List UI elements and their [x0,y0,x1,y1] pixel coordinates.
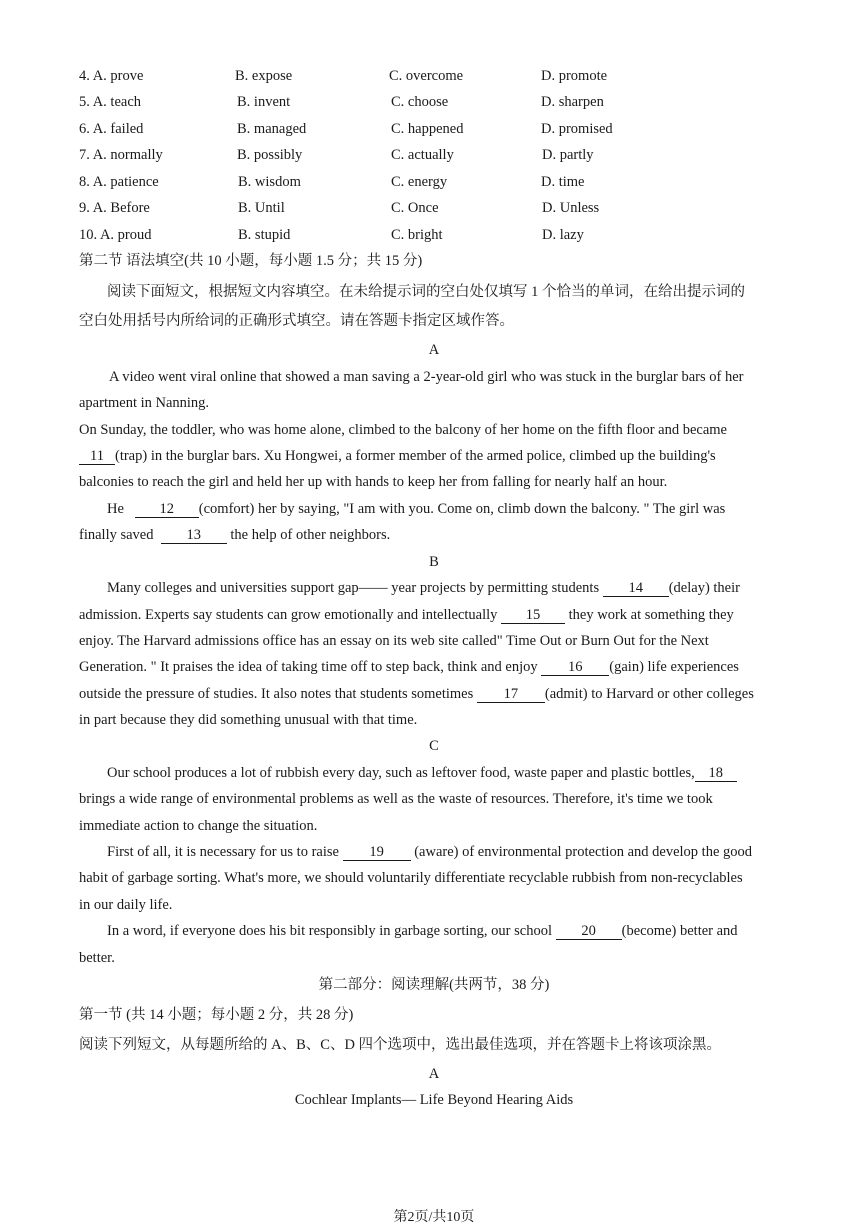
choice-c: C. happened [391,121,464,137]
passage-line [107,842,752,862]
blank-17[interactable]: 17 [477,686,545,703]
passage-line [79,525,390,545]
instructions: 阅读下列短文，从每题所给的 A、B、C、D 四个选项中，选出最佳选项，并在答题卡上将该项涂黑。 [79,1037,722,1053]
passage-line [79,605,734,625]
passage-line: balconies to reach the girl and held her up with hands to keep her from falling for nearly half an hour. [79,474,668,490]
passage-label: A [428,1066,440,1082]
text: (delay) their [668,580,740,596]
choice-b: B. possibly [237,147,303,163]
choice-d: D. sharpen [541,94,604,110]
section-heading: 第一节 (共 14 小题；每小题 2 分，共 28 分) [79,1007,354,1023]
text: (trap) in the burglar bars. Xu Hongwei, a former member of the armed police, climbed up the building's [115,448,716,464]
choice-c: C. choose [391,94,449,110]
article-title: Cochlear Implants— Life Beyond Hearing Aids [294,1092,574,1108]
passage-line [107,763,737,783]
passage-line: apartment in Nanning. [79,395,210,411]
choice-a: 6. A. failed [79,121,144,137]
passage-label: B [429,554,439,570]
text: finally saved [79,527,154,543]
blank-14[interactable]: 14 [603,580,669,597]
passage-line [107,499,725,519]
choice-a: 8. A. patience [79,174,159,190]
passage-label: C [429,738,439,754]
choice-b: B. expose [235,68,293,84]
passage-line: On Sunday, the toddler, who was home alone, climbed to the balcony of her home on the fifth floor and became [79,422,727,438]
choice-a: 10. A. proud [79,227,152,243]
choice-d: D. time [541,174,585,190]
text: admission. Experts say students can grow emotionally and intellectually [79,607,498,623]
blank-20[interactable]: 20 [556,923,622,940]
text: outside the pressure of studies. It also notes that students sometimes [79,686,474,702]
blank-19[interactable]: 19 [343,844,411,861]
text: (admit) to Harvard or other colleges [544,686,754,702]
choice-c: C. actually [391,147,454,163]
passage-line: enjoy. The Harvard admissions office has an essay on its web site called" Time Out or Burn Out for the Next [79,633,709,649]
choice-b: B. stupid [238,227,291,243]
choice-b: B. managed [237,121,307,137]
text: He [107,501,124,517]
choice-c: C. energy [391,174,448,190]
choice-a: 5. A. teach [79,94,142,110]
passage-line: habit of garbage sorting. What's more, we should voluntarily differentiate recyclable rubbish from non-recyclables [79,870,743,886]
passage-line [107,921,738,941]
text: they work at something they [568,607,734,623]
instructions: 阅读下面短文，根据短文内容填空。在未给提示词的空白处仅填写 1 个恰当的单词，在给出提示词的 [107,284,745,300]
passage-line [107,578,740,598]
text: In a word, if everyone does his bit responsibly in garbage sorting, our school [107,923,552,939]
choice-b: B. wisdom [238,174,301,190]
text: Generation. " It praises the idea of taking time off to step back, think and enjoy [79,659,538,675]
choice-b: B. invent [237,94,291,110]
text: Many colleges and universities support gap—— year projects by permitting students [107,580,600,596]
text: (become) better and [621,923,738,939]
choice-a: 7. A. normally [79,147,163,163]
passage-line: brings a wide range of environmental problems as well as the waste of resources. Therefore, it's time we took [79,791,713,807]
passage-line [79,684,754,704]
blank-13[interactable]: 13 [161,527,227,544]
choice-a: 4. A. prove [79,68,144,84]
choice-c: C. bright [391,227,443,243]
passage-line: in our daily life. [79,897,173,913]
section-heading: 第二节 语法填空(共 10 小题，每小题 1.5 分；共 15 分) [79,253,423,269]
blank-18[interactable]: 18 [695,765,737,782]
passage-line: A video went viral online that showed a man saving a 2-year-old girl who was stuck in the burglar bars of her [109,369,744,385]
part-heading: 第二部分：阅读理解(共两节，38 分) [318,977,550,993]
instructions: 空白处用括号内所给词的正确形式填空。请在答题卡指定区域作答。 [79,313,514,329]
blank-12[interactable]: 12 [135,501,199,518]
choice-d: D. Unless [542,200,600,216]
text: (aware) of environmental protection and develop the good [414,844,753,860]
text: First of all, it is necessary for us to raise [107,844,339,860]
text: (comfort) her by saying, "I am with you. Come on, climb down the balcony. " The girl was [198,501,726,517]
blank-16[interactable]: 16 [541,659,609,676]
passage-line: better. [79,950,115,966]
choice-c: C. Once [391,200,439,216]
passage-line [79,657,739,677]
text: Our school produces a lot of rubbish every day, such as leftover food, waste paper and plastic bottles, [107,765,695,781]
text: (gain) life experiences [609,659,739,675]
choice-d: D. promised [541,121,613,137]
passage-line: in part because they did something unusual with that time. [79,712,418,728]
choice-d: D. partly [542,147,594,163]
passage-label: A [428,342,440,358]
blank-15[interactable]: 15 [501,607,565,624]
choice-c: C. overcome [389,68,464,84]
page-number: 第2页/共10页 [393,1210,475,1225]
blank-11[interactable]: 11 [79,448,115,465]
choice-d: D. promote [541,68,608,84]
choice-d: D. lazy [542,227,584,243]
passage-line: immediate action to change the situation. [79,818,318,834]
passage-line [79,446,716,466]
choice-b: B. Until [238,200,285,216]
choice-a: 9. A. Before [79,200,150,216]
text: the help of other neighbors. [230,527,391,543]
